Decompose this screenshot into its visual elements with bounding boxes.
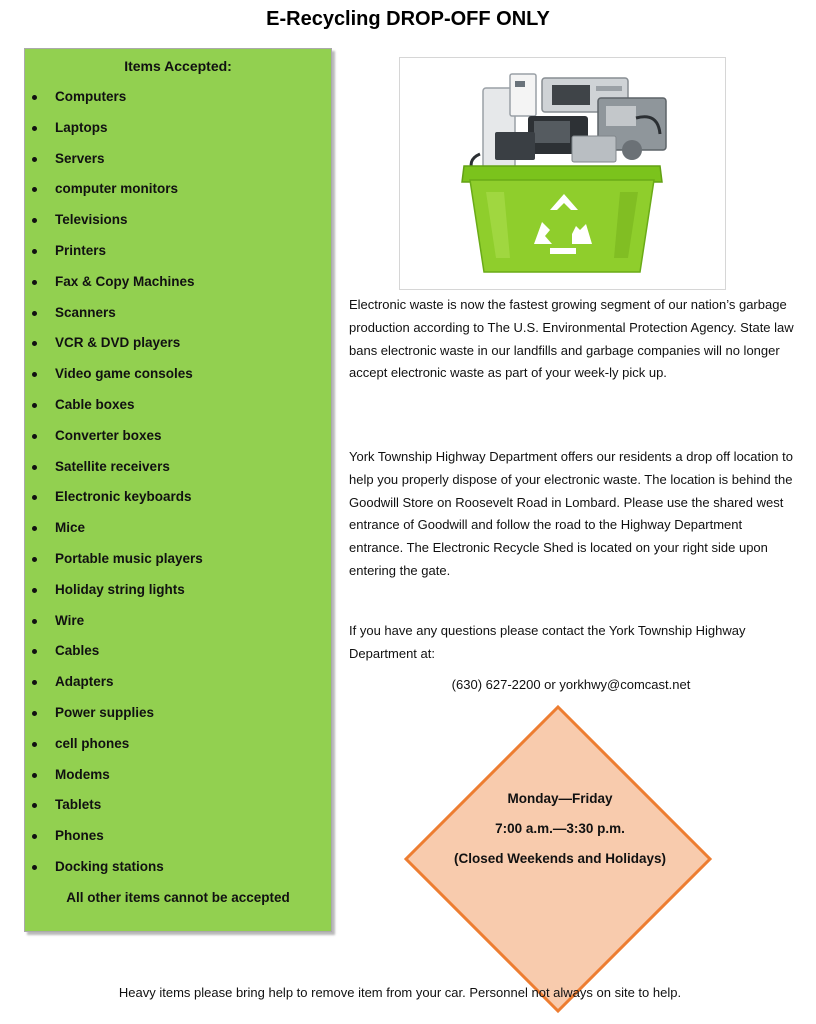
appliance-shape <box>572 136 616 162</box>
list-item: Holiday string lights <box>25 580 331 611</box>
list-item: Wire <box>25 611 331 642</box>
appliance-screen <box>552 85 590 105</box>
list-item: Fax & Copy Machines <box>25 272 331 303</box>
appliance-detail <box>606 106 636 126</box>
list-item: Televisions <box>25 210 331 241</box>
recycling-bin-illustration <box>400 58 725 289</box>
list-item: Cables <box>25 641 331 672</box>
contact-info: (630) 627-2200 or yorkhwy@comcast.net <box>451 677 691 692</box>
paragraph-ewaste: Electronic waste is now the fastest growing segment of our nation’s garbage production according to The U.S. Environmental Protection Agency. State law bans electronic waste in our landfills and garbage companies will no longer accept electronic waste as part of your week-ly pick up. <box>349 297 794 381</box>
hours-days: Monday—Friday <box>507 791 613 806</box>
list-item: Converter boxes <box>25 426 331 457</box>
paragraph-location: York Township Highway Department offers our residents a drop off location to help you properly dispose of your electronic waste. The location is behind the Goodwill Store on Roosevelt Road in Lombard. Please use the shared west entrance of Goodwill and follow the road to the Highway Department entrance. The Electronic Recycle Shed is located on your right side upon entering the gate. <box>349 449 793 578</box>
list-item: Scanners <box>25 303 331 334</box>
list-item: computer monitors <box>25 179 331 210</box>
list-item: Satellite receivers <box>25 457 331 488</box>
hours-text <box>430 784 690 874</box>
list-item: Electronic keyboards <box>25 487 331 518</box>
list-item: Tablets <box>25 795 331 826</box>
appliance-detail <box>596 86 622 91</box>
appliance-detail <box>515 81 525 87</box>
appliance-detail <box>622 140 642 160</box>
list-item: Computers <box>25 87 331 118</box>
list-item: Phones <box>25 826 331 857</box>
items-accepted-list <box>25 87 331 888</box>
items-accepted-heading: Items Accepted: <box>124 58 232 74</box>
hours-closed: (Closed Weekends and Holidays) <box>453 851 667 866</box>
footer-note: Heavy items please bring help to remove item from your car. Personnel not always on site to help. <box>118 985 682 1000</box>
appliance-shape <box>495 132 535 160</box>
list-item: Cable boxes <box>25 395 331 426</box>
page-title: E-Recycling DROP-OFF ONLY <box>266 8 550 30</box>
items-exclusion-note: All other items cannot be accepted <box>66 890 290 905</box>
list-item: Printers <box>25 241 331 272</box>
list-item: VCR & DVD players <box>25 333 331 364</box>
appliance-screen <box>534 121 570 143</box>
list-item: Video game consoles <box>25 364 331 395</box>
list-item: Portable music players <box>25 549 331 580</box>
list-item: Mice <box>25 518 331 549</box>
list-item: Docking stations <box>25 857 331 888</box>
list-item: Servers <box>25 149 331 180</box>
list-item: cell phones <box>25 734 331 765</box>
appliance-shape <box>510 74 536 116</box>
hours-time: 7:00 a.m.—3:30 p.m. <box>495 821 625 836</box>
recycling-bin-photo <box>399 57 726 290</box>
paragraph-questions: If you have any questions please contact the York Township Highway Department at: <box>349 623 746 661</box>
list-item: Laptops <box>25 118 331 149</box>
list-item: Modems <box>25 765 331 796</box>
list-item: Adapters <box>25 672 331 703</box>
list-item: Power supplies <box>25 703 331 734</box>
items-accepted-panel <box>24 48 332 932</box>
